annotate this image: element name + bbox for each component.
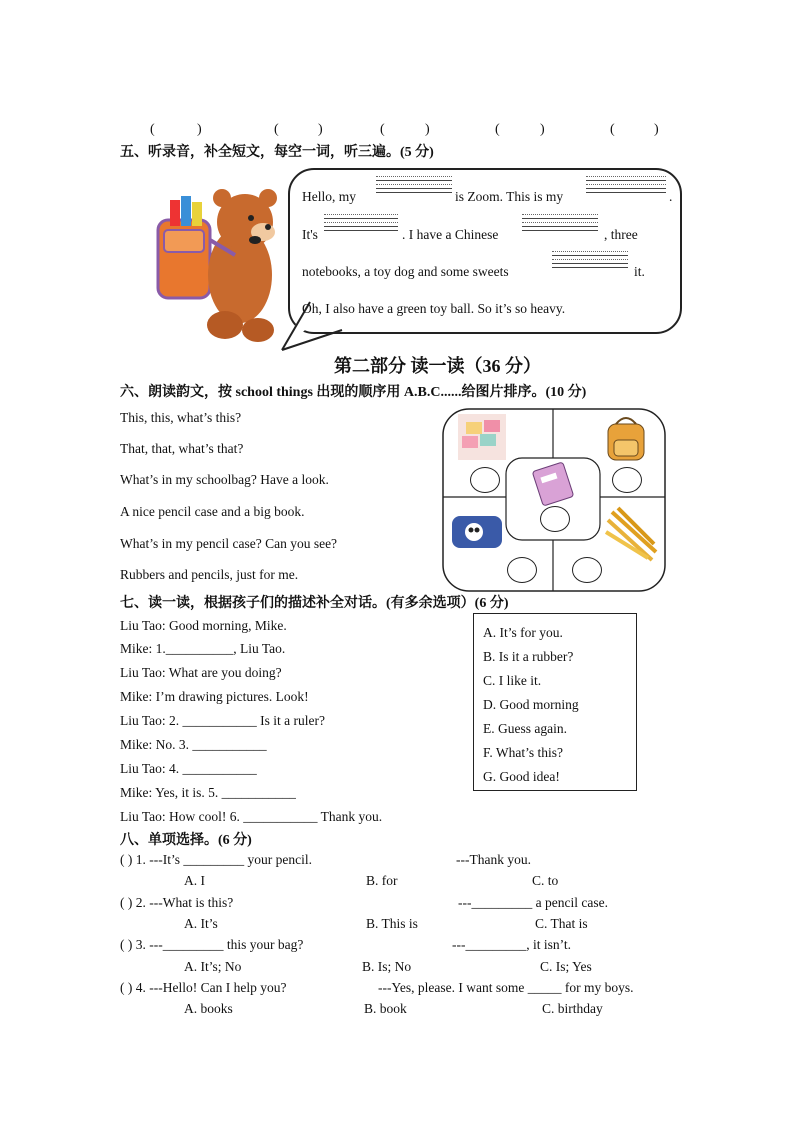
dialog-line-2: Mike: 1.__________, Liu Tao.	[120, 641, 286, 656]
chant-line-1: This, this, what’s this?	[120, 410, 242, 425]
paren-open-1: (	[150, 122, 155, 137]
answer-lines-4[interactable]	[522, 214, 598, 234]
question-3-reply: ---_________, it isn’t.	[452, 937, 571, 952]
option-g: G. Good idea!	[483, 769, 560, 784]
question-2-reply: ---_________ a pencil case.	[458, 895, 608, 910]
paren-open-3: (	[380, 122, 385, 137]
paren-close-5: )	[654, 122, 659, 137]
answer-lines-2[interactable]	[586, 176, 666, 196]
answer-circle-rubbers[interactable]	[470, 467, 500, 493]
dialog-line-7: Liu Tao: 4. ___________	[120, 761, 257, 776]
passage-line-3a: notebooks, a toy dog and some sweets	[302, 264, 509, 279]
answer-circle-schoolbag[interactable]	[612, 467, 642, 493]
answer-circle-pencil-case[interactable]	[507, 557, 537, 583]
question-4-option-c: C. birthday	[542, 1001, 603, 1016]
option-a: A. It’s for you.	[483, 625, 563, 640]
answer-circle-book[interactable]	[540, 506, 570, 532]
question-3-option-c: C. Is; Yes	[540, 959, 592, 974]
paren-open-5: (	[610, 122, 615, 137]
question-1-option-c: C. to	[532, 873, 559, 888]
question-1-stem: ( ) 1. ---It’s _________ your pencil.	[120, 852, 312, 867]
picture-ordering-grid	[442, 408, 666, 592]
question-4-option-b: B. book	[364, 1001, 407, 1016]
question-1-reply: ---Thank you.	[456, 852, 531, 867]
passage-line-2a: It's	[302, 227, 318, 242]
schoolbag-image	[608, 418, 644, 460]
answer-lines-5[interactable]	[552, 251, 628, 271]
passage-line-1b: is Zoom. This is my	[455, 189, 564, 204]
paren-close-4: )	[540, 122, 545, 137]
question-2-stem: ( ) 2. ---What is this?	[120, 895, 234, 910]
answer-lines-1[interactable]	[376, 176, 452, 196]
question-3-stem: ( ) 3. ---_________ this your bag?	[120, 937, 304, 952]
dialog-line-9: Liu Tao: How cool! 6. ___________ Thank you.	[120, 809, 383, 824]
question-4-stem: ( ) 4. ---Hello! Can I help you?	[120, 980, 287, 995]
option-c: C. I like it.	[483, 673, 542, 688]
section5-heading: 五、听录音，补全短文，每空一词，听三遍。(5 分)	[120, 145, 434, 160]
question-2-option-a: A. It’s	[184, 916, 218, 931]
option-e: E. Guess again.	[483, 721, 567, 736]
question-1-option-a: A. I	[184, 873, 205, 888]
question-1-option-b: B. for	[366, 873, 398, 888]
section7-heading: 七、读一读，根据孩子们的描述补全对话。(有多余选项）(6 分)	[120, 596, 509, 611]
passage-line-1c: .	[669, 189, 673, 204]
option-b: B. Is it a rubber?	[483, 649, 574, 664]
paren-open-2: (	[274, 122, 279, 137]
section6-heading-a: 六、朗读韵文，按	[120, 385, 236, 400]
chant-line-2: That, that, what’s that?	[120, 441, 244, 456]
chant-line-4: A nice pencil case and a big book.	[120, 504, 305, 519]
options-box	[473, 613, 637, 791]
section6-heading-b: school things	[235, 385, 313, 400]
passage-line-1a: Hello, my	[302, 189, 356, 204]
bear-backpack-image	[150, 180, 285, 350]
section6-heading-c: 出现的顺序用 A.B.C......给图片排序。(10 分)	[312, 385, 587, 400]
dialog-line-4: Mike: I’m drawing pictures. Look!	[120, 689, 309, 704]
dialog-line-6: Mike: No. 3. ___________	[120, 737, 267, 752]
paren-close-2: )	[318, 122, 323, 137]
paren-close-3: )	[425, 122, 430, 137]
chant-line-3: What’s in my schoolbag? Have a look.	[120, 472, 329, 487]
question-2-option-b: B. This is	[366, 916, 418, 931]
question-3-option-b: B. Is; No	[362, 959, 412, 974]
question-2-option-c: C. That is	[535, 916, 588, 931]
question-4-option-a: A. books	[184, 1001, 233, 1016]
dialog-line-5: Liu Tao: 2. ___________ Is it a ruler?	[120, 713, 326, 728]
dialog-line-8: Mike: Yes, it is. 5. ___________	[120, 785, 296, 800]
passage-line-3b: it.	[634, 264, 645, 279]
option-f: F. What’s this?	[483, 745, 564, 760]
part2-title: 第二部分 读一读（36 分）	[334, 356, 541, 376]
rubbers-image	[458, 414, 506, 460]
answer-lines-3[interactable]	[324, 214, 398, 234]
dialog-line-3: Liu Tao: What are you doing?	[120, 665, 282, 680]
question-3-option-a: A. It’s; No	[184, 959, 242, 974]
section6-heading	[120, 381, 586, 401]
section8-heading: 八、单项选择。(6 分)	[120, 833, 252, 848]
dialog-line-1: Liu Tao: Good morning, Mike.	[120, 618, 287, 633]
chant-line-5: What’s in my pencil case? Can you see?	[120, 536, 338, 551]
paren-close-1: )	[197, 122, 202, 137]
passage-line-4: Oh, I also have a green toy ball. So it’s so heavy.	[302, 301, 566, 316]
pencil-case-image	[452, 516, 502, 548]
passage-line-2b: . I have a Chinese	[402, 227, 499, 242]
answer-circle-pencils[interactable]	[572, 557, 602, 583]
paren-open-4: (	[495, 122, 500, 137]
chant-line-6: Rubbers and pencils, just for me.	[120, 567, 299, 582]
option-d: D. Good morning	[483, 697, 579, 712]
question-4-reply: ---Yes, please. I want some _____ for my boys.	[378, 980, 634, 995]
passage-line-2c: , three	[604, 227, 638, 242]
